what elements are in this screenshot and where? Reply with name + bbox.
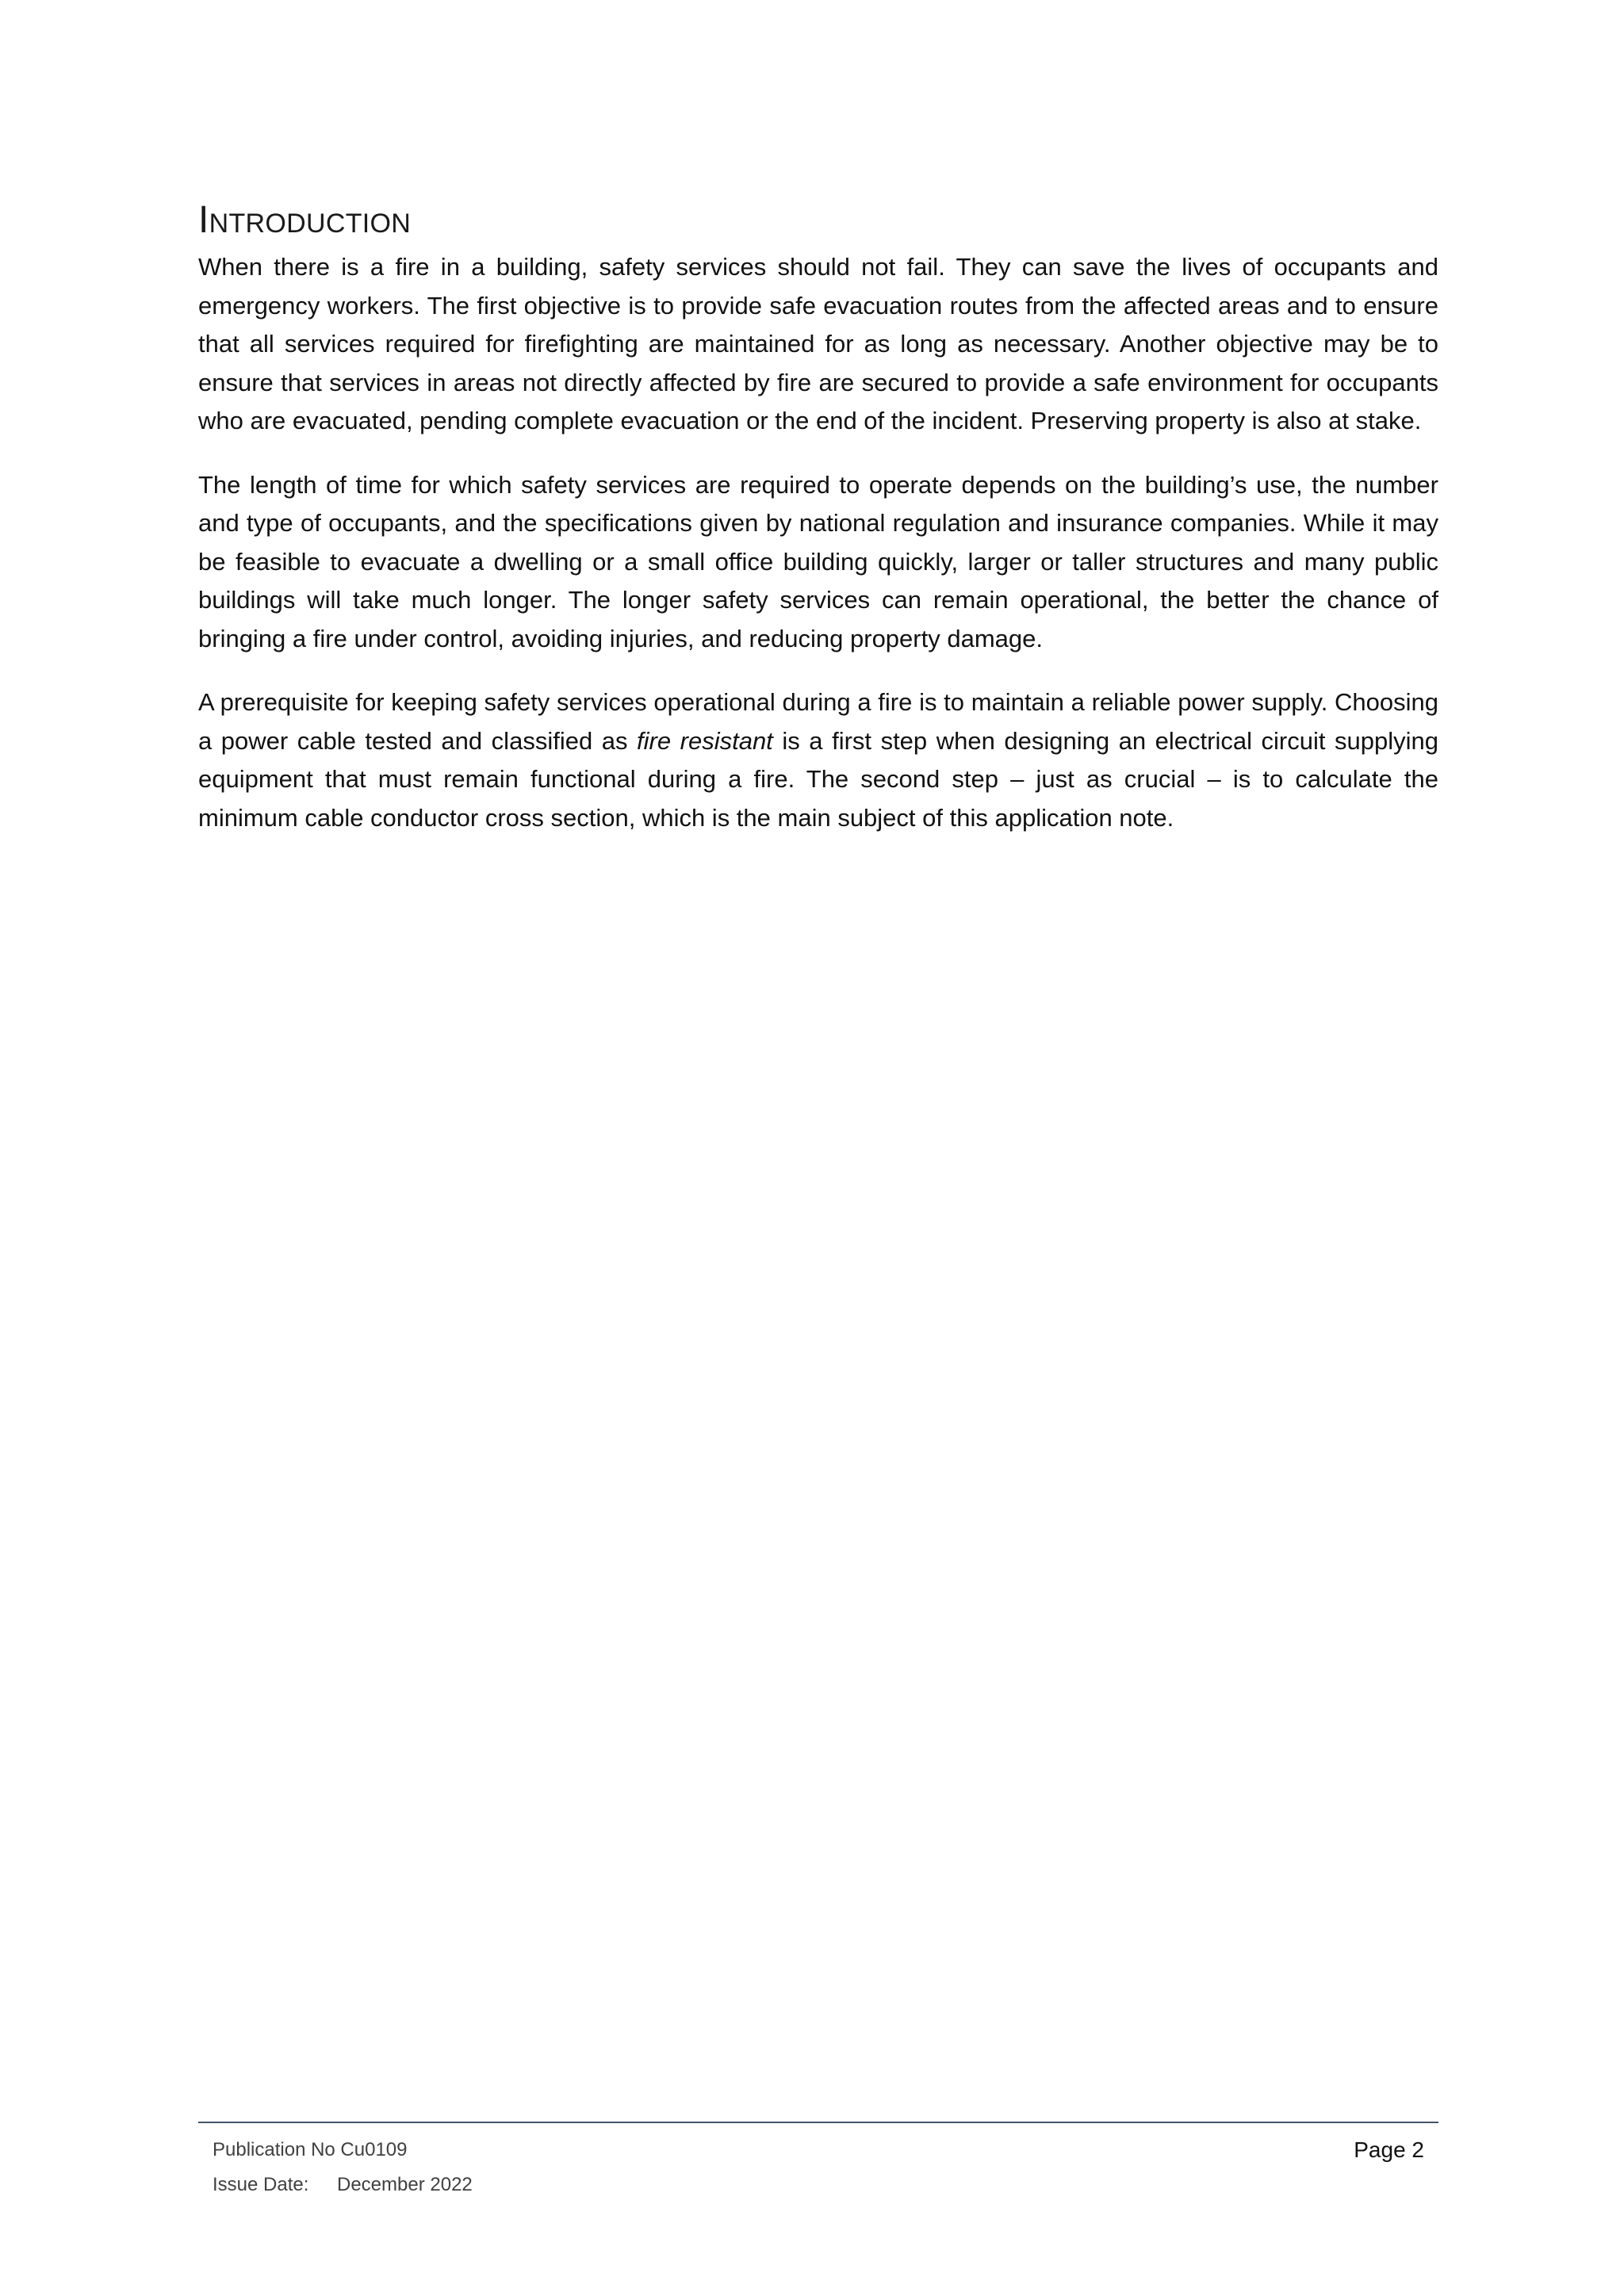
issue-date-value: December 2022 xyxy=(337,2174,473,2195)
footer-issue-row xyxy=(213,2168,473,2202)
page-content xyxy=(198,198,1438,863)
paragraph-3 xyxy=(198,683,1438,837)
paragraph-3-emphasis: fire resistant xyxy=(637,726,773,755)
footer-divider xyxy=(198,2122,1438,2123)
paragraph-3-text-before: A prerequisite for keeping safety services operational during a fire is to maintain a reliable power supply. Choosing a power cable tested and classified as xyxy=(198,688,1438,755)
publication-number: Publication No Cu0109 xyxy=(213,2139,408,2160)
page-number: Page 2 xyxy=(1354,2137,1424,2162)
paragraph-3-text-after: is a first step when designing an electrical circuit supplying equipment that must remain functional during a fire. The second step – just as crucial – is to calculate the minimum cable conductor cross section, which is the main subject of this application note. xyxy=(198,726,1438,832)
footer-publication-info xyxy=(213,2133,473,2202)
issue-date-label: Issue Date: xyxy=(213,2174,309,2195)
paragraph-1: When there is a fire in a building, safety services should not fail. They can save the lives of occupants and emergency workers. The first objective is to provide safe evacuation routes from the affected areas and to ensure that all services required for firefighting are maintained for as long as necessary. Another objective may be to ensure that services in areas not directly affected by fire are secured to provide a safe environment for occupants who are evacuated, pending complete evacuation or the end of the incident. Preserving property is also at stake. xyxy=(198,253,1438,435)
section-heading: Introduction xyxy=(198,199,412,241)
paragraph-2: The length of time for which safety services are required to operate depends on the building’s use, the number and type of occupants, and the specifications given by national regulation and insurance companies. While it may be feasible to evacuate a dwelling or a small office building quickly, larger or taller structures and many public buildings will take much longer. The longer safety services can remain operational, the better the chance of bringing a fire under control, avoiding injuries, and reducing property damage. xyxy=(198,470,1438,652)
footer-publication-row xyxy=(213,2133,473,2168)
